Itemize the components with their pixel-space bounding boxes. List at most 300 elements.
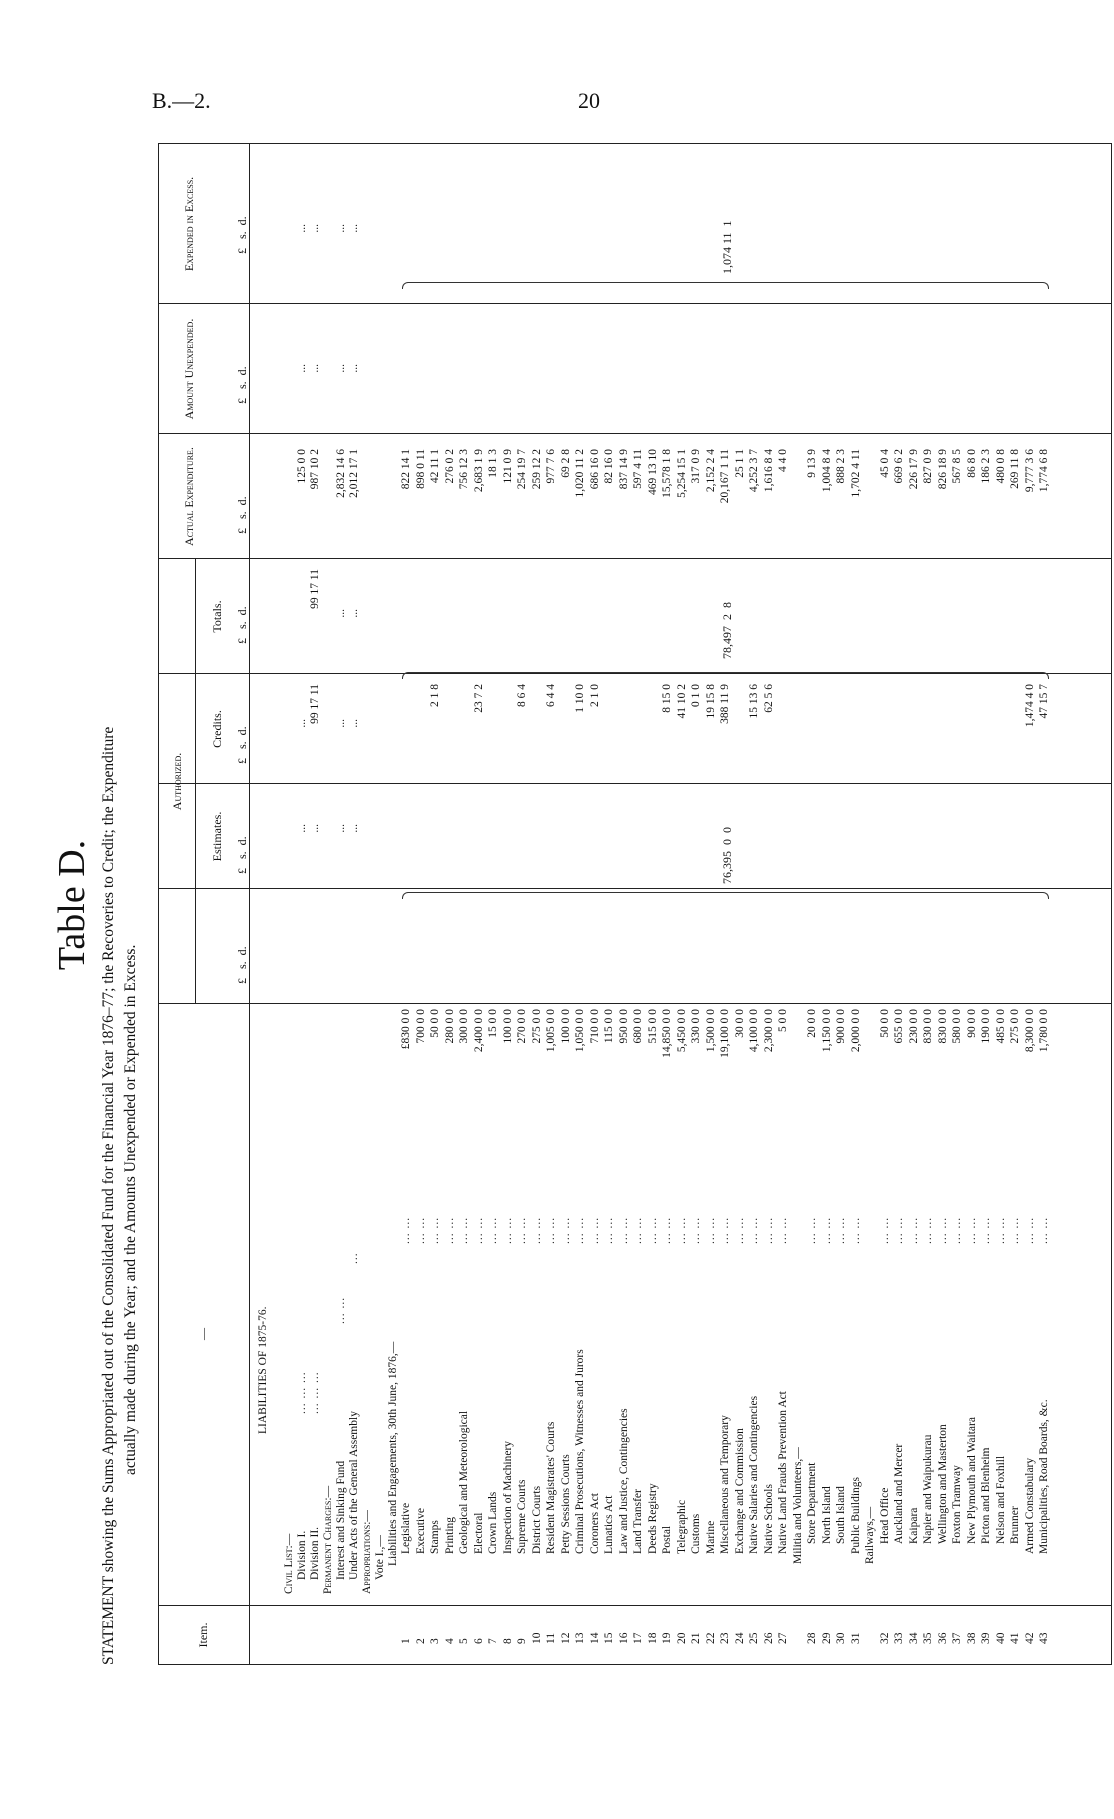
table-row: 29 North Island 1,150 0 0 1,004 8 4 ... ... (820, 449, 833, 1644)
table-row: 41 Brunner 275 0 0 269 11 8 ... ... (1009, 449, 1021, 1644)
table-row: Division II. ... ... ... ... 99 17 11 99 17 11 987 10 2 ... ... (309, 224, 321, 1580)
item-credit: 19 15 8 (704, 684, 717, 719)
section-liabilities: LIABILITIES OF 1875-76. (257, 1306, 269, 1434)
item-amount: 5,450 0 0 (675, 1009, 688, 1053)
item-actual: 82 16 0 (603, 449, 615, 484)
table-row: 33 Auckland and Mercer 655 0 0 669 6 2 ... ... (893, 449, 905, 1644)
item-label: Crown Lands (487, 1491, 499, 1554)
item-label: Supreme Courts (516, 1479, 528, 1554)
totals-group-total: 78,497 2 8 (720, 602, 734, 659)
table-title: Table D. (51, 839, 93, 971)
table-row: Division I. ... ... ... ... ... 125 0 0 ... ... (296, 224, 308, 1580)
item-label: Store Department (806, 1462, 818, 1544)
table-row: 19 Postal 14,850 0 0 8 15 0 15,578 1 8 ... ... (661, 449, 673, 1644)
item-amount: 275 0 0 (530, 1009, 543, 1044)
item-label: Railways,— (864, 1506, 876, 1564)
item-actual: 480 0 8 (994, 449, 1007, 484)
row-actual: 2,832 14 6 (335, 449, 347, 498)
item-actual: 822 14 1 (400, 449, 412, 490)
unit-label: £ s. d. (235, 366, 249, 404)
row-actual: 125 0 0 (296, 449, 308, 484)
col-unexpended: Amount Unexpended. (182, 318, 196, 420)
table-row: 6 Electoral 2,400 0 0 23 7 2 2,683 1 9 ... ... (472, 449, 485, 1644)
item-actual: 826 18 9 (936, 449, 949, 490)
item-amount: 2,300 0 0 (762, 1009, 775, 1053)
item-label: South Island (835, 1486, 847, 1544)
table-row: 30 South Island 900 0 0 888 2 3 ... ... (835, 449, 847, 1644)
table-row: 1 Legislative £830 0 0 822 14 1 ... ... (400, 449, 412, 1644)
item-number: 1 (400, 1638, 412, 1644)
item-actual: 898 0 11 (414, 449, 427, 489)
item-number: 9 (516, 1638, 528, 1644)
item-number: 4 (443, 1638, 456, 1644)
section-engagements: Liabilities and Engagements, 30th June, 1876,— (387, 1341, 399, 1566)
unit-label: £ s. d. (235, 496, 249, 534)
item-amount: 230 0 0 (907, 1009, 920, 1044)
item-label: Native Land Frauds Prevention Act (777, 1391, 789, 1554)
item-number: 21 (690, 1632, 702, 1644)
row-estimates: ... (296, 824, 308, 833)
item-amount: 8,300 0 0 (1023, 1009, 1036, 1053)
table-row: 23 Miscellaneous and Temporary 19,100 0 0 388 11 9 20,167 1 11 ... ... (719, 449, 731, 1644)
item-label: Auckland and Mercer (893, 1443, 905, 1544)
col-description: — (196, 1328, 210, 1340)
item-actual: 2,152 2 4 (704, 449, 717, 493)
item-amount: 655 0 0 (893, 1009, 905, 1044)
item-number: 2 (414, 1638, 427, 1644)
item-amount: 115 0 0 (603, 1009, 615, 1044)
item-number: 43 (1038, 1632, 1050, 1644)
item-amount: 700 0 0 (414, 1009, 427, 1044)
item-actual: 18 1 3 (487, 449, 499, 478)
item-label: North Island (820, 1486, 833, 1544)
item-label: Telegraphic (675, 1499, 688, 1554)
item-number: 42 (1023, 1632, 1036, 1644)
item-actual: 1,020 11 2 (574, 449, 586, 498)
item-label: Petty Sessions Courts (559, 1454, 572, 1554)
table-row: 12 Petty Sessions Courts 100 0 0 69 2 8 ... ... (559, 449, 572, 1644)
statement-caption (98, 145, 142, 1665)
item-number: 24 (733, 1632, 746, 1644)
item-label: District Courts (530, 1485, 543, 1554)
row-excess: ... (296, 224, 308, 233)
item-credit: 1,474 4 0 (1023, 684, 1036, 728)
item-label: Deeds Registry (646, 1483, 659, 1554)
table-row: 4 Printing 280 0 0 276 0 2 ... ... (443, 449, 456, 1644)
table-row: 36 Wellington and Masterton 830 0 0 826 18 9 ... ... (936, 449, 949, 1644)
item-label: Wellington and Masterton (936, 1424, 949, 1544)
row-excess: ... (348, 224, 360, 233)
item-label: Nelson and Foxhill (994, 1455, 1007, 1544)
item-label: Geological and Meteorological (458, 1410, 470, 1554)
item-label: Armed Constabulary (1023, 1457, 1036, 1554)
item-number: 3 (429, 1638, 441, 1644)
item-actual: 45 0 4 (878, 449, 891, 478)
table-row: 21 Customs 330 0 0 0 1 0 317 0 9 ... ... (690, 449, 702, 1644)
item-number: 16 (617, 1632, 630, 1644)
row-estimates: ... (309, 824, 321, 833)
item-label: Native Salaries and Contingencies (748, 1395, 760, 1554)
item-label: Militia and Volunteers,— (791, 1447, 804, 1564)
row-credits: ... (348, 719, 360, 728)
item-label: Miscellaneous and Temporary (719, 1415, 731, 1554)
table-row: 17 Land Transfer 680 0 0 597 4 11 ... ... (632, 449, 644, 1644)
item-credit: 1 10 0 (574, 684, 586, 713)
item-number: 15 (603, 1632, 615, 1644)
row-unexpended: ... (296, 364, 308, 373)
item-actual: 276 0 2 (443, 449, 456, 484)
item-credit: 0 1 0 (690, 684, 702, 707)
row-totals: ... (335, 609, 347, 618)
item-number: 12 (559, 1632, 572, 1644)
row-credits: ... (335, 719, 347, 728)
item-amount: 1,005 0 0 (545, 1009, 557, 1053)
item-actual: 1,702 4 11 (849, 449, 862, 498)
item-amount: 14,850 0 0 (661, 1009, 673, 1058)
item-label: Foxton Tramway (951, 1465, 963, 1544)
table-row: 11 Resident Magistrates' Courts 1,005 0 0 6 4 4 977 7 6 ... ... (545, 449, 557, 1644)
item-label: Napier and Waipukurau (922, 1434, 934, 1544)
item-amount: 5 0 0 (777, 1009, 789, 1032)
item-number: 27 (777, 1632, 789, 1644)
estimates-group-total: 76,395 0 0 (720, 827, 734, 884)
item-amount: 280 0 0 (443, 1009, 456, 1044)
row-label: Division I. (296, 1530, 308, 1580)
expenditure-table (158, 143, 1112, 1665)
row-credits: 99 17 11 (309, 684, 321, 724)
item-actual: 686 16 0 (588, 449, 601, 490)
item-actual: 20,167 1 11 (719, 449, 731, 504)
item-amount: 100 0 0 (559, 1009, 572, 1044)
item-actual: 121 0 9 (501, 449, 514, 484)
item-number: 30 (835, 1632, 847, 1644)
item-number: 28 (806, 1632, 818, 1644)
item-amount: 515 0 0 (646, 1009, 659, 1044)
row-unexpended: ... (309, 364, 321, 373)
item-number: 10 (530, 1632, 543, 1644)
item-number: 23 (719, 1632, 731, 1644)
unit-label: £ s. d. (235, 216, 249, 254)
item-actual: 186 2 3 (980, 449, 992, 484)
item-amount: 710 0 0 (588, 1009, 601, 1044)
item-actual: 1,616 8 4 (762, 449, 775, 493)
item-actual: 4,252 3 7 (748, 449, 760, 493)
item-number: 11 (545, 1632, 557, 1644)
item-actual: 977 7 6 (545, 449, 557, 484)
table-row: 5 Geological and Meteorological 300 0 0 756 12 3 ... ... (458, 449, 470, 1644)
table-row: 25 Native Salaries and Contingencies 4,100 0 0 15 13 6 4,252 3 7 ... ... (748, 449, 760, 1644)
item-credit: 2 1 8 (429, 684, 441, 707)
item-credit: 388 11 9 (719, 684, 731, 724)
item-number: 19 (661, 1632, 673, 1644)
item-actual: 756 12 3 (458, 449, 470, 490)
table-row: 9 Supreme Courts 270 0 0 8 6 4 254 19 7 ... ... (516, 449, 528, 1644)
item-amount: 1,050 0 0 (574, 1009, 586, 1053)
section-appropriations: Appropriations:— (361, 1510, 373, 1594)
item-label: Head Office (878, 1487, 891, 1544)
unit-label: £ s. d. (235, 606, 249, 644)
table-row: Under Acts of the General Assembly ... ... ... ... 2,012 17 1 ... ... (348, 224, 360, 1580)
rotated-table-sheet (50, 145, 1110, 1665)
section-permanent-charges: Permanent Charges:— (322, 1485, 334, 1594)
col-item: Item. (196, 1622, 210, 1648)
item-credit: 2 1 0 (588, 684, 601, 707)
item-actual: 25 1 1 (733, 449, 746, 478)
item-amount: 190 0 0 (980, 1009, 992, 1044)
section-civil-list: Civil List:— (283, 1533, 295, 1594)
table-row: 10 District Courts 275 0 0 259 12 2 ... ... (530, 449, 543, 1644)
item-label: Picton and Blenheim (980, 1447, 992, 1544)
table-row: 3 Stamps 50 0 0 2 1 8 42 11 1 ... ... (429, 449, 441, 1644)
item-number: 37 (951, 1632, 963, 1644)
item-actual: 837 14 9 (617, 449, 630, 490)
table-row (864, 144, 877, 1664)
item-number: 34 (907, 1632, 920, 1644)
item-credit: 62 5 6 (762, 684, 775, 713)
item-amount: 680 0 0 (632, 1009, 644, 1044)
table-row: 38 New Plymouth and Waitara 90 0 0 86 8 0 ... ... (965, 449, 978, 1644)
item-actual: 669 6 2 (893, 449, 905, 484)
item-amount: 2,000 0 0 (849, 1009, 862, 1053)
item-label: Resident Magistrates' Courts (545, 1421, 557, 1554)
item-actual: 4 4 0 (777, 449, 789, 472)
item-number: 41 (1009, 1632, 1021, 1644)
table-row: 16 Law and Justice, Contingencies 950 0 0 837 14 9 ... ... (617, 449, 630, 1644)
item-label: Inspection of Machinery (501, 1440, 514, 1554)
col-actual: Actual Expenditure. (182, 447, 196, 546)
item-actual: 69 2 8 (559, 449, 572, 478)
brace-excess (402, 282, 1049, 289)
item-amount: £830 0 0 (400, 1009, 412, 1050)
item-number: 32 (878, 1632, 891, 1644)
item-amount: 19,100 0 0 (719, 1009, 731, 1058)
statement-line-2: actually made during the Year; and the Amounts Unexpended or Expended in Excess. (122, 944, 139, 1475)
table-row: 37 Foxton Tramway 580 0 0 567 8 5 ... ... (951, 449, 963, 1644)
item-actual: 42 11 1 (429, 449, 441, 484)
item-amount: 1,150 0 0 (820, 1009, 833, 1053)
table-row: 13 Criminal Prosecutions, Witnesses and Jurors 1,050 0 0 1 10 0 1,020 11 2 ... ... (574, 449, 586, 1644)
item-label: Postal (661, 1525, 673, 1554)
row-label: Under Acts of the General Assembly (348, 1411, 360, 1580)
col-credits: Credits. (210, 710, 224, 748)
table-row: 7 Crown Lands 15 0 0 18 1 3 ... ... (487, 449, 499, 1644)
table-row: 40 Nelson and Foxhill 485 0 0 480 0 8 ... ... (994, 449, 1007, 1644)
item-label: New Plymouth and Waitara (965, 1417, 978, 1544)
item-label: Native Schools (762, 1484, 775, 1554)
table-row: 34 Kaipara 230 0 0 226 17 9 ... ... (907, 449, 920, 1644)
table-row: 39 Picton and Blenheim 190 0 0 186 2 3 ... ... (980, 449, 992, 1644)
table-row: 26 Native Schools 2,300 0 0 62 5 6 1,616 8 4 ... ... (762, 449, 775, 1644)
item-number: 6 (472, 1638, 485, 1644)
item-actual: 888 2 3 (835, 449, 847, 484)
item-amount: 50 0 0 (429, 1009, 441, 1038)
item-credit: 8 15 0 (661, 684, 673, 713)
section-vote: Vote I.,— (374, 1535, 386, 1580)
col-authorized: Authorized. (170, 752, 184, 811)
row-unexpended: ... (335, 364, 347, 373)
item-credit: 15 13 6 (748, 684, 760, 719)
col-excess: Expended in Excess. (182, 176, 196, 272)
item-credit: 6 4 4 (545, 684, 557, 707)
brace-totals (402, 672, 1049, 679)
col-estimates: Estimates. (210, 811, 224, 862)
item-credit: 8 6 4 (516, 684, 528, 707)
item-number: 36 (936, 1632, 949, 1644)
item-actual: 259 12 2 (530, 449, 543, 490)
item-number: 13 (574, 1632, 586, 1644)
item-label: Marine (704, 1520, 717, 1554)
item-credit: 47 15 7 (1038, 684, 1050, 719)
brace-estimates (402, 892, 1049, 899)
item-actual: 9,777 3 6 (1023, 449, 1036, 493)
item-amount: 330 0 0 (690, 1009, 702, 1044)
row-actual: 2,012 17 1 (348, 449, 360, 498)
item-amount: 90 0 0 (965, 1009, 978, 1038)
item-label: Stamps (429, 1520, 441, 1554)
table-row: 32 Head Office 50 0 0 45 0 4 ... ... (878, 449, 891, 1644)
item-amount: 100 0 0 (501, 1009, 514, 1044)
table-row: 27 Native Land Frauds Prevention Act 5 0 0 4 4 0 ... ... (777, 449, 789, 1644)
row-label: Interest and Sinking Fund (335, 1460, 347, 1580)
item-actual: 86 8 0 (965, 449, 978, 478)
row-label: Division II. (309, 1526, 321, 1580)
item-actual: 1,004 8 4 (820, 449, 833, 493)
item-number: 17 (632, 1632, 644, 1644)
unit-label: £ s. d. (235, 836, 249, 874)
item-label: Customs (690, 1513, 702, 1554)
item-actual: 1,774 6 8 (1038, 449, 1050, 493)
table-row: 20 Telegraphic 5,450 0 0 41 10 2 5,254 15 1 ... ... (675, 449, 688, 1644)
row-totals: ... (348, 609, 360, 618)
item-label: Legislative (400, 1502, 412, 1554)
table-row: 42 Armed Constabulary 8,300 0 0 1,474 4 0 9,777 3 6 ... ... (1023, 449, 1036, 1644)
item-actual: 567 8 5 (951, 449, 963, 484)
table-row: 22 Marine 1,500 0 0 19 15 8 2,152 2 4 ... ... (704, 449, 717, 1644)
item-label: Kaipara (907, 1507, 920, 1544)
item-number: 18 (646, 1632, 659, 1644)
item-amount: 485 0 0 (994, 1009, 1007, 1044)
row-estimates: ... (335, 824, 347, 833)
page-number: 20 (578, 88, 600, 113)
item-number: 29 (820, 1632, 833, 1644)
row-totals: 99 17 11 (309, 569, 321, 609)
item-number: 39 (980, 1632, 992, 1644)
item-actual: 5,254 15 1 (675, 449, 688, 498)
item-actual: 2,683 1 9 (472, 449, 485, 493)
table-row: 24 Exchange and Commission 30 0 0 25 1 1 ... ... (733, 449, 746, 1644)
table-row: 18 Deeds Registry 515 0 0 469 13 10 ... ... (646, 449, 659, 1644)
statement-line-1: STATEMENT showing the Sums Appropriated out of the Consolidated Fund for the Financial Year 1876–77; the Recoveries to Credit; the Expenditure (100, 726, 117, 1665)
item-credit: 23 7 2 (472, 684, 485, 713)
item-number: 35 (922, 1632, 934, 1644)
item-actual: 269 11 8 (1009, 449, 1021, 489)
item-number: 25 (748, 1632, 760, 1644)
item-actual: 15,578 1 8 (661, 449, 673, 498)
item-number: 5 (458, 1638, 470, 1644)
item-number: 20 (675, 1632, 688, 1644)
item-number: 40 (994, 1632, 1007, 1644)
item-label: Printing (443, 1516, 456, 1554)
table-row: 28 Store Department 20 0 0 9 13 9 ... ... (806, 449, 818, 1644)
item-number: 7 (487, 1638, 499, 1644)
item-number: 8 (501, 1638, 514, 1644)
table-row: 2 Executive 700 0 0 898 0 11 ... ... (414, 449, 427, 1644)
row-credits: ... (296, 719, 308, 728)
item-credit: 41 10 2 (675, 684, 688, 719)
row-actual: 987 10 2 (309, 449, 321, 490)
table-row: 31 Public Buildings 2,000 0 0 1,702 4 11 ... ... (849, 449, 862, 1644)
table-row: 43 Municipalities, Road Boards, &c. 1,780 0 0 47 15 7 1,774 6 8 ... ... (1038, 449, 1050, 1644)
item-actual: 597 4 11 (632, 449, 644, 489)
document-code: B.—2. (152, 88, 211, 113)
item-amount: 30 0 0 (733, 1009, 746, 1038)
table-row: 15 Lunatics Act 115 0 0 82 16 0 ... ... (603, 449, 615, 1644)
item-amount: 50 0 0 (878, 1009, 891, 1038)
item-amount: 2,400 0 0 (472, 1009, 485, 1053)
col-totals: Totals. (210, 600, 224, 633)
table-row: 8 Inspection of Machinery 100 0 0 121 0 9 ... ... (501, 449, 514, 1644)
row-excess: ... (335, 224, 347, 233)
item-label: Executive (414, 1508, 427, 1554)
row-estimates: ... (348, 824, 360, 833)
item-label: Municipalities, Road Boards, &c. (1038, 1399, 1050, 1554)
item-amount: 950 0 0 (617, 1009, 630, 1044)
unit-label: £ s. d. (235, 726, 249, 764)
item-number: 26 (762, 1632, 775, 1644)
item-amount: 830 0 0 (922, 1009, 934, 1044)
table-row: 14 Coroners Act 710 0 0 2 1 0 686 16 0 ... ... (588, 449, 601, 1644)
item-label: Exchange and Commission (733, 1428, 746, 1554)
item-actual: 226 17 9 (907, 449, 920, 490)
excess-group-total: 1,074 11 1 (720, 220, 734, 274)
item-amount: 580 0 0 (951, 1009, 963, 1044)
item-amount: 830 0 0 (936, 1009, 949, 1044)
item-number: 14 (588, 1632, 601, 1644)
item-label: Public Buildings (849, 1477, 862, 1554)
item-actual: 9 13 9 (806, 449, 818, 478)
row-unexpended: ... (348, 364, 360, 373)
item-label: Brunner (1009, 1506, 1021, 1544)
table-row: 35 Napier and Waipukurau 830 0 0 827 0 9 ... ... (922, 449, 934, 1644)
item-actual: 469 13 10 (646, 449, 659, 495)
item-amount: 4,100 0 0 (748, 1009, 760, 1053)
item-label: Lunatics Act (603, 1495, 615, 1554)
item-label: Coroners Act (588, 1492, 601, 1554)
row-excess: ... (309, 224, 321, 233)
item-number: 31 (849, 1632, 862, 1644)
item-amount: 15 0 0 (487, 1009, 499, 1038)
item-amount: 1,780 0 0 (1038, 1009, 1050, 1053)
item-amount: 300 0 0 (458, 1009, 470, 1044)
item-label: Criminal Prosecutions, Witnesses and Jurors (574, 1349, 586, 1554)
item-amount: 275 0 0 (1009, 1009, 1021, 1044)
item-amount: 270 0 0 (516, 1009, 528, 1044)
item-amount: 20 0 0 (806, 1009, 818, 1038)
item-actual: 827 0 9 (922, 449, 934, 484)
unit-label: £ s. d. (235, 946, 249, 984)
item-number: 22 (704, 1632, 717, 1644)
item-actual: 317 0 9 (690, 449, 702, 484)
item-label: Law and Justice, Contingencies (617, 1408, 630, 1554)
item-actual: 254 19 7 (516, 449, 528, 490)
item-label: Land Transfer (632, 1489, 644, 1554)
item-number: 38 (965, 1632, 978, 1644)
item-number: 33 (893, 1632, 905, 1644)
item-amount: 900 0 0 (835, 1009, 847, 1044)
item-label: Electoral (472, 1512, 485, 1554)
item-amount: 1,500 0 0 (704, 1009, 717, 1053)
table-row (792, 144, 805, 1664)
